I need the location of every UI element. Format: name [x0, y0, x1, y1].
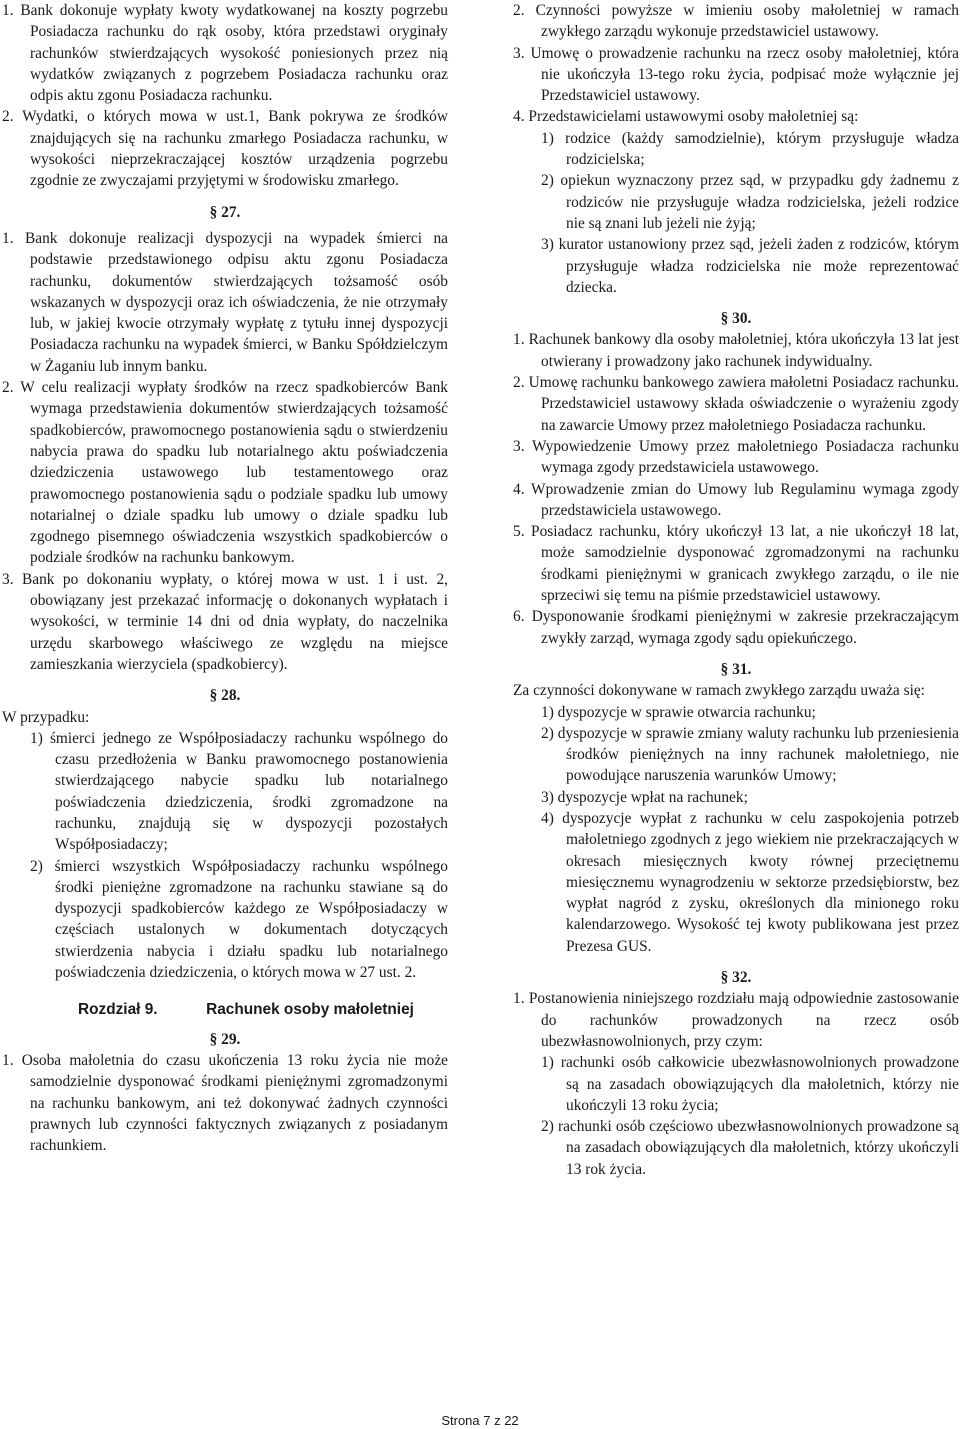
left-column	[2, 0, 448, 1156]
paragraph-30-1: 1. Rachunek bankowy dla osoby małoletniej, która ukończyła 13 lat jest otwierany i prowadzony jako rachunek indywidualny.	[513, 331, 959, 370]
paragraph-30-3: 3. Wypowiedzenie Umowy przez małoletniego Posiadacza rachunku wymaga zgody przedstawiciela ustawowego.	[513, 437, 959, 477]
paragraph-27-3: 3. Bank po dokonaniu wypłaty, o której mowa w ust. 1 i ust. 2, obowiązany jest przekazać informację o dokonanych wypłatach i wysokości, w terminie 14 dni od dnia wypłaty, do naczelnika urzędu skarbowego właściwego ze względu na miejsce zamieszkania wierzyciela (spadkobiercy).	[2, 570, 448, 673]
paragraph-32-1-2: 2) rachunki osób częściowo ubezwłasnowolnionych prowadzone są na zasadach obowiązujących dla małoletnich, którzy ukończyli 13 rok życia.	[541, 1118, 959, 1178]
paragraph-26-1: 1. Bank dokonuje wypłaty kwoty wydatkowanej na koszty pogrzebu Posiadacza rachunku do rąk osoby, która przedstawi oryginały rachunków stwierdzających wysokość poniesionych przez nią wydatków związanych z pogrzebem Posiadacza rachunku oraz odpis aktu zgonu Posiadacza rachunku.	[2, 2, 448, 105]
paragraph-29-4-3: 3) kurator ustanowiony przez sąd, jeżeli żaden z rodziców, którym przysługuje władza rodzicielska nie może reprezentować dziecka.	[541, 236, 959, 296]
paragraph-31-2: 2) dyspozycje w sprawie zmiany waluty rachunku lub przeniesienia środków pieniężnych na inny rachunek małoletniego, nie powodujące naruszenia warunków Umowy;	[541, 724, 959, 785]
chapter-heading	[78, 999, 448, 1020]
paragraph-30-4: 4. Wprowadzenie zmian do Umowy lub Regulaminu wymaga zgody przedstawiciela ustawowego.	[513, 480, 959, 519]
paragraph-32-1-1: 1) rachunki osób całkowicie ubezwłasnowolnionych prowadzone są na zasadach obowiązujących dla małoletnich, którzy nie ukończyli 13 roku życia;	[541, 1054, 959, 1114]
chapter-title: Rachunek osoby małoletniej	[206, 1001, 414, 1019]
paragraph-32-1: 1. Postanowienia niniejszego rozdziału mają odpowiednie zastosowanie do rachunków prowadzonych na rzecz osób ubezwłasnowolnionych, przy czym:	[513, 990, 959, 1050]
paragraph-29-2: 2. Czynności powyższe w imieniu osoby małoletniej w ramach zwykłego zarządu wykonuje przedstawiciel ustawowy.	[513, 2, 959, 41]
section-28-heading: § 28.	[209, 687, 241, 705]
paragraph-29-1: 1. Osoba małoletnia do czasu ukończenia 13 roku życia nie może samodzielnie dysponować środkami pieniężnymi zgromadzonymi na rachunku bankowym, ani też dokonywać żadnych czynności prawnych lub czynności faktycznych związanych z posiadanym rachunkiem.	[2, 1051, 448, 1155]
right-column	[513, 0, 959, 1180]
paragraph-28-2: 2) śmierci wszystkich Współposiadaczy rachunku wspólnego środki pieniężne zgromadzone na rachunku stawiane są do dyspozycji spadkobierców każdego ze Współposiadaczy w częściach ustalonych w dokumentach dotyczących stwierdzenia nabycia i działu spadku lub notarialnego poświadczenia dziedziczenia, o których mowa w 27 ust. 2.	[30, 857, 448, 982]
paragraph-29-4-1: 1) rodzice (każdy samodzielnie), którym przysługuje władza rodzicielska;	[541, 129, 959, 169]
section-27-heading: § 27.	[209, 203, 241, 221]
paragraph-27-2: 2. W celu realizacji wypłaty środków na rzecz spadkobierców Bank wymaga przedstawienia dokumentów stwierdzających tożsamość spadkobierców, prawomocnego postanowienia sądu o stwierdzeniu nabycia prawa do spadku lub notarialnego aktu poświadczenia dziedziczenia ustawowego lub testamentowego oraz prawomocnego postanowienia sądu o podziale spadku lub umowy notarialnej o dziale spadku lub umowy o dziale spadku lub zgodnego pisemnego oświadczenia wszystkich spadkobierców o podziale środków na rachunku bankowym.	[2, 379, 448, 567]
paragraph-29-4: 4. Przedstawicielami ustawowymi osoby małoletniej są:	[513, 108, 859, 126]
paragraph-31-4: 4) dyspozycje wypłat z rachunku w celu zaspokojenia potrzeb małoletniego zgodnych z jego wiekiem nie przekraczających w okresach miesięcznych kwoty równej przeciętnemu miesięcznemu wynagrodzeniu w sektorze przedsiębiorstw, bez wypłat nagród z zysku, określonych dla minionego roku kalendarzowego. Wysokość tej kwoty publikowana jest przez Prezesa GUS.	[541, 809, 959, 955]
chapter-number: Rozdział 9.	[78, 1001, 158, 1019]
section-32-heading: § 32.	[720, 969, 752, 987]
paragraph-29-4-2: 2) opiekun wyznaczony przez sąd, w przypadku gdy żadnemu z rodziców nie przysługuje władza rodzicielska, jeżeli rodzice nie są znani lub jeżeli nie żyją;	[541, 172, 959, 232]
paragraph-29-3: 3. Umowę o prowadzenie rachunku na rzecz osoby małoletniej, która nie ukończyła 13-tego roku życia, podpisać może wyłącznie jej Przedstawiciel ustawowy.	[513, 44, 959, 105]
paragraph-26-2: 2. Wydatki, o których mowa w ust.1, Bank pokrywa ze środków znajdujących się na rachunku zmarłego Posiadacza rachunku, w wysokości nieprzekraczającej kosztów urządzenia pogrzebu zgodnie ze zwyczajami przyjętymi w środowisku zmarłego.	[2, 108, 448, 190]
paragraph-30-6: 6. Dysponowanie środkami pieniężnymi w zakresie przekraczającym zwykły zarząd, wymaga zgody sądu opiekuńczego.	[513, 608, 959, 647]
paragraph-30-2: 2. Umowę rachunku bankowego zawiera małoletni Posiadacz rachunku. Przedstawiciel ustawowy składa oświadczenie o wyrażeniu zgody na zawarcie Umowy przez małoletniego Posiadacza rachunku.	[513, 374, 959, 434]
paragraph-30-5: 5. Posiadacz rachunku, który ukończył 13 lat, a nie ukończył 18 lat, może samodzielnie dysponować zgromadzonymi na rachunku środkami pieniężnymi w granicach zwykłego zarządu, o ile nie sprzeciwi się temu na piśmie przedstawiciel ustawowy.	[513, 523, 959, 605]
paragraph-31-3: 3) dyspozycje wpłat na rachunek;	[541, 788, 748, 806]
page-number: Strona 7 z 22	[441, 1413, 519, 1428]
paragraph-27-1: 1. Bank dokonuje realizacji dyspozycji na wypadek śmierci na podstawie przedstawionego odpisu aktu zgonu Posiadacza rachunku, dokumentów stwierdzających tożsamość osób wskazanych w dyspozycji oraz ich oświadczenia, że nie otrzymały lub, w jakiej kwocie otrzymały wypłatę z tytułu innej dyspozycji Posiadacza rachunku na wypadek śmierci, w Banku Spółdzielczym w Żaganiu lub innym banku.	[2, 229, 448, 375]
section-29-heading: § 29.	[209, 1030, 241, 1048]
paragraph-28-1: 1) śmierci jednego ze Współposiadaczy rachunku wspólnego do czasu przedłożenia w Banku prawomocnego postanowienia stwierdzającego nabycie spadku lub notarialnego poświadczenia dziedziczenia, środki zgromadzone na rachunku, znajdują się w dyspozycji pozostałych Współposiadaczy;	[30, 729, 448, 854]
section-31-heading: § 31.	[720, 660, 752, 678]
paragraph-31-1: 1) dyspozycje w sprawie otwarcia rachunku;	[541, 703, 816, 721]
section-31-intro: Za czynności dokonywane w ramach zwykłego zarządu uważa się:	[513, 682, 925, 700]
section-28-intro: W przypadku:	[2, 708, 90, 726]
section-30-heading: § 30.	[720, 310, 752, 328]
